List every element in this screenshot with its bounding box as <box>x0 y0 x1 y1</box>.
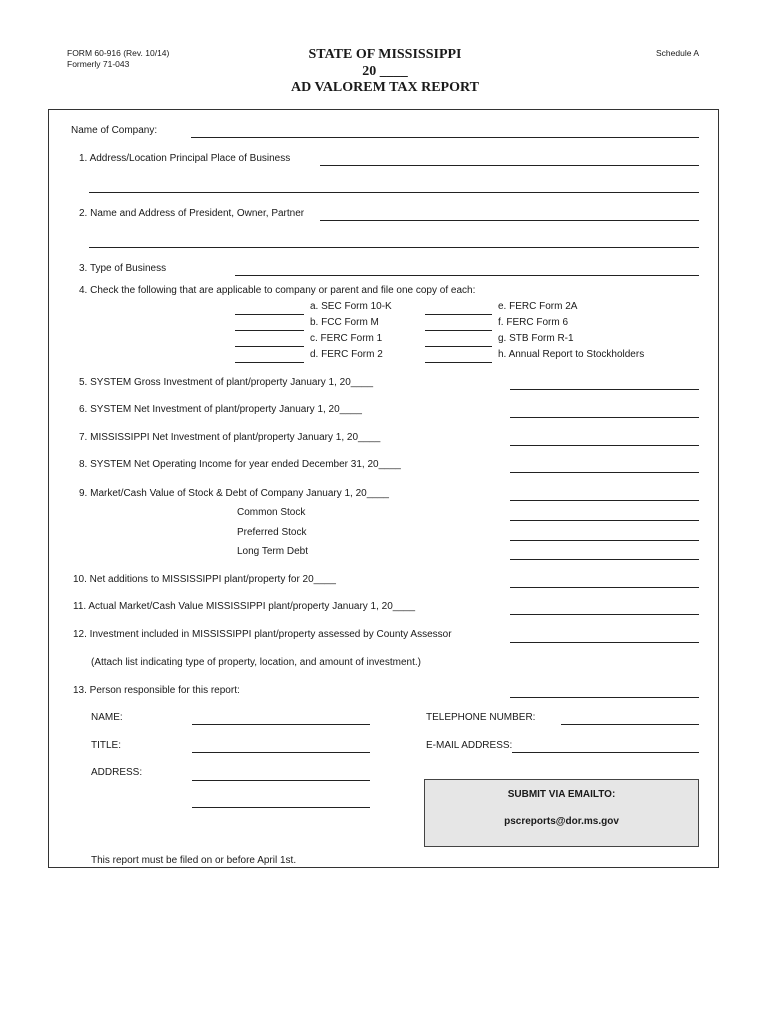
preferred-stock-label: Preferred Stock <box>237 527 307 538</box>
address-field-1[interactable] <box>320 165 699 166</box>
item5-field[interactable] <box>510 389 699 390</box>
check-blank-d[interactable] <box>235 362 304 363</box>
submit-info-box <box>424 779 699 847</box>
item8-label: 8. SYSTEM Net Operating Income for year ended December 31, 20____ <box>79 459 401 470</box>
check-blank-a[interactable] <box>235 314 304 315</box>
item10-label: 10. Net additions to MISSISSIPPI plant/property for 20____ <box>73 574 336 585</box>
item12-label: 12. Investment included in MISSISSIPPI plant/property assessed by County Assessor <box>73 629 452 640</box>
telephone-field[interactable] <box>561 724 699 725</box>
check-label-f: f. FERC Form 6 <box>498 317 569 328</box>
schedule-label: Schedule A <box>656 48 700 58</box>
item7-label: 7. MISSISSIPPI Net Investment of plant/property January 1, 20____ <box>79 432 381 443</box>
check-blank-b[interactable] <box>235 330 304 331</box>
long-term-debt-field[interactable] <box>510 559 699 560</box>
item5-label: 5. SYSTEM Gross Investment of plant/property January 1, 20____ <box>79 377 374 388</box>
item2-label: 2. Name and Address of President, Owner, Partner <box>79 208 305 219</box>
business-type-field[interactable] <box>235 275 699 276</box>
common-stock-label: Common Stock <box>237 507 306 518</box>
common-stock-field[interactable] <box>510 520 699 521</box>
email-label: E-MAIL ADDRESS: <box>426 740 513 751</box>
formerly-number: Formerly 71-043 <box>67 59 130 69</box>
page-title-state: STATE OF MISSISSIPPI <box>308 47 462 62</box>
check-blank-f[interactable] <box>425 330 492 331</box>
submit-heading: SUBMIT VIA EMAILTO: <box>507 789 616 800</box>
item10-field[interactable] <box>510 587 699 588</box>
page-title-report: AD VALOREM TAX REPORT <box>291 80 479 95</box>
president-field-1[interactable] <box>320 220 699 221</box>
page-title-year: 20 ____ <box>362 64 408 79</box>
item13-label: 13. Person responsible for this report: <box>73 685 240 696</box>
item7-field[interactable] <box>510 445 699 446</box>
preferred-stock-field[interactable] <box>510 540 699 541</box>
name-field[interactable] <box>192 724 370 725</box>
address-label: ADDRESS: <box>91 767 143 778</box>
check-label-e: e. FERC Form 2A <box>498 301 578 312</box>
item12-note: (Attach list indicating type of property, location, and amount of investment.) <box>91 657 421 668</box>
item12-field[interactable] <box>510 642 699 643</box>
company-name-field[interactable] <box>191 137 699 138</box>
item9-field[interactable] <box>510 500 699 501</box>
item8-field[interactable] <box>510 472 699 473</box>
address-field-line-1[interactable] <box>192 780 370 781</box>
check-blank-e[interactable] <box>425 314 492 315</box>
item3-label: 3. Type of Business <box>79 263 167 274</box>
item9-label: 9. Market/Cash Value of Stock & Debt of Company January 1, 20____ <box>79 488 389 499</box>
check-label-c: c. FERC Form 1 <box>310 333 383 344</box>
item13-field[interactable] <box>510 697 699 698</box>
company-name-label: Name of Company: <box>71 125 158 136</box>
address-field-2[interactable] <box>89 192 699 193</box>
president-field-2[interactable] <box>89 247 699 248</box>
check-blank-c[interactable] <box>235 346 304 347</box>
item11-label: 11. Actual Market/Cash Value MISSISSIPPI plant/property January 1, 20____ <box>73 601 416 612</box>
item4-label: 4. Check the following that are applicable to company or parent and file one copy of each: <box>79 285 476 296</box>
name-label: NAME: <box>91 712 123 723</box>
email-field[interactable] <box>512 752 699 753</box>
check-label-d: d. FERC Form 2 <box>310 349 383 360</box>
item1-label: 1. Address/Location Principal Place of Business <box>79 153 291 164</box>
form-number: FORM 60-916 (Rev. 10/14) <box>67 48 170 58</box>
check-label-h: h. Annual Report to Stockholders <box>498 349 645 360</box>
check-blank-g[interactable] <box>425 346 492 347</box>
check-blank-h[interactable] <box>425 362 492 363</box>
item11-field[interactable] <box>510 614 699 615</box>
check-label-b: b. FCC Form M <box>310 317 379 328</box>
title-label: TITLE: <box>91 740 122 751</box>
long-term-debt-label: Long Term Debt <box>237 546 308 557</box>
item6-label: 6. SYSTEM Net Investment of plant/property January 1, 20____ <box>79 404 362 415</box>
check-label-a: a. SEC Form 10-K <box>310 301 392 312</box>
check-label-g: g. STB Form R-1 <box>498 333 574 344</box>
address-field-line-2[interactable] <box>192 807 370 808</box>
telephone-label: TELEPHONE NUMBER: <box>426 712 536 723</box>
item6-field[interactable] <box>510 417 699 418</box>
title-field[interactable] <box>192 752 370 753</box>
filing-deadline-note: This report must be filed on or before April 1st. <box>91 855 297 866</box>
submit-email-link[interactable]: pscreports@dor.ms.gov <box>504 816 619 827</box>
